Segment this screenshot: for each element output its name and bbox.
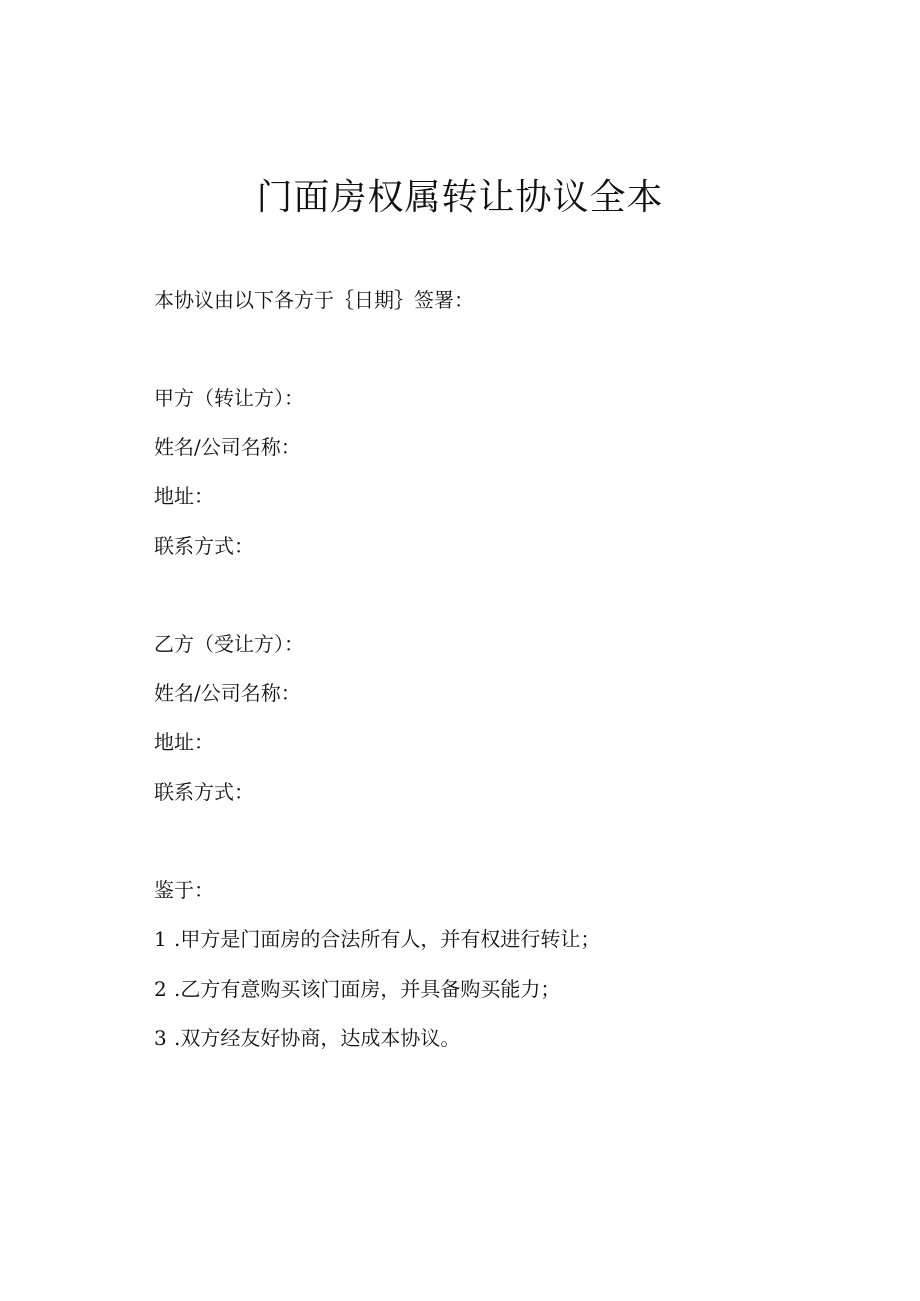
party-a-name-label: 姓名/公司名称： (154, 435, 301, 459)
whereas-item (154, 975, 560, 1003)
party-a-heading: 甲方（转让方）： (154, 386, 304, 410)
whereas-item-number: 2 (154, 977, 167, 1001)
whereas-item-text: .甲方是门面房的合法所有人，并有权进行转让； (174, 927, 601, 951)
whereas-item-number: 1 (154, 927, 167, 951)
intro-text: 本协议由以下各方于｛日期｝签署： (154, 288, 474, 312)
whereas-item-text: .双方经友好协商，达成本协议。 (174, 1026, 461, 1050)
party-b-name-label: 姓名/公司名称： (154, 681, 301, 705)
party-a-address-label: 地址： (154, 484, 214, 508)
document-title: 门面房权属转让协议全本 (256, 177, 664, 218)
whereas-heading: 鉴于： (154, 878, 214, 902)
whereas-item-text: .乙方有意购买该门面房，并具备购买能力； (174, 977, 561, 1001)
whereas-item (154, 925, 600, 953)
whereas-item-number: 3 (154, 1026, 167, 1050)
party-b-contact-label: 联系方式： (154, 780, 254, 804)
party-b-address-label: 地址： (154, 730, 214, 754)
party-a-contact-label: 联系方式： (154, 534, 254, 558)
party-b-heading: 乙方（受让方）： (154, 632, 304, 656)
whereas-item (154, 1024, 460, 1052)
